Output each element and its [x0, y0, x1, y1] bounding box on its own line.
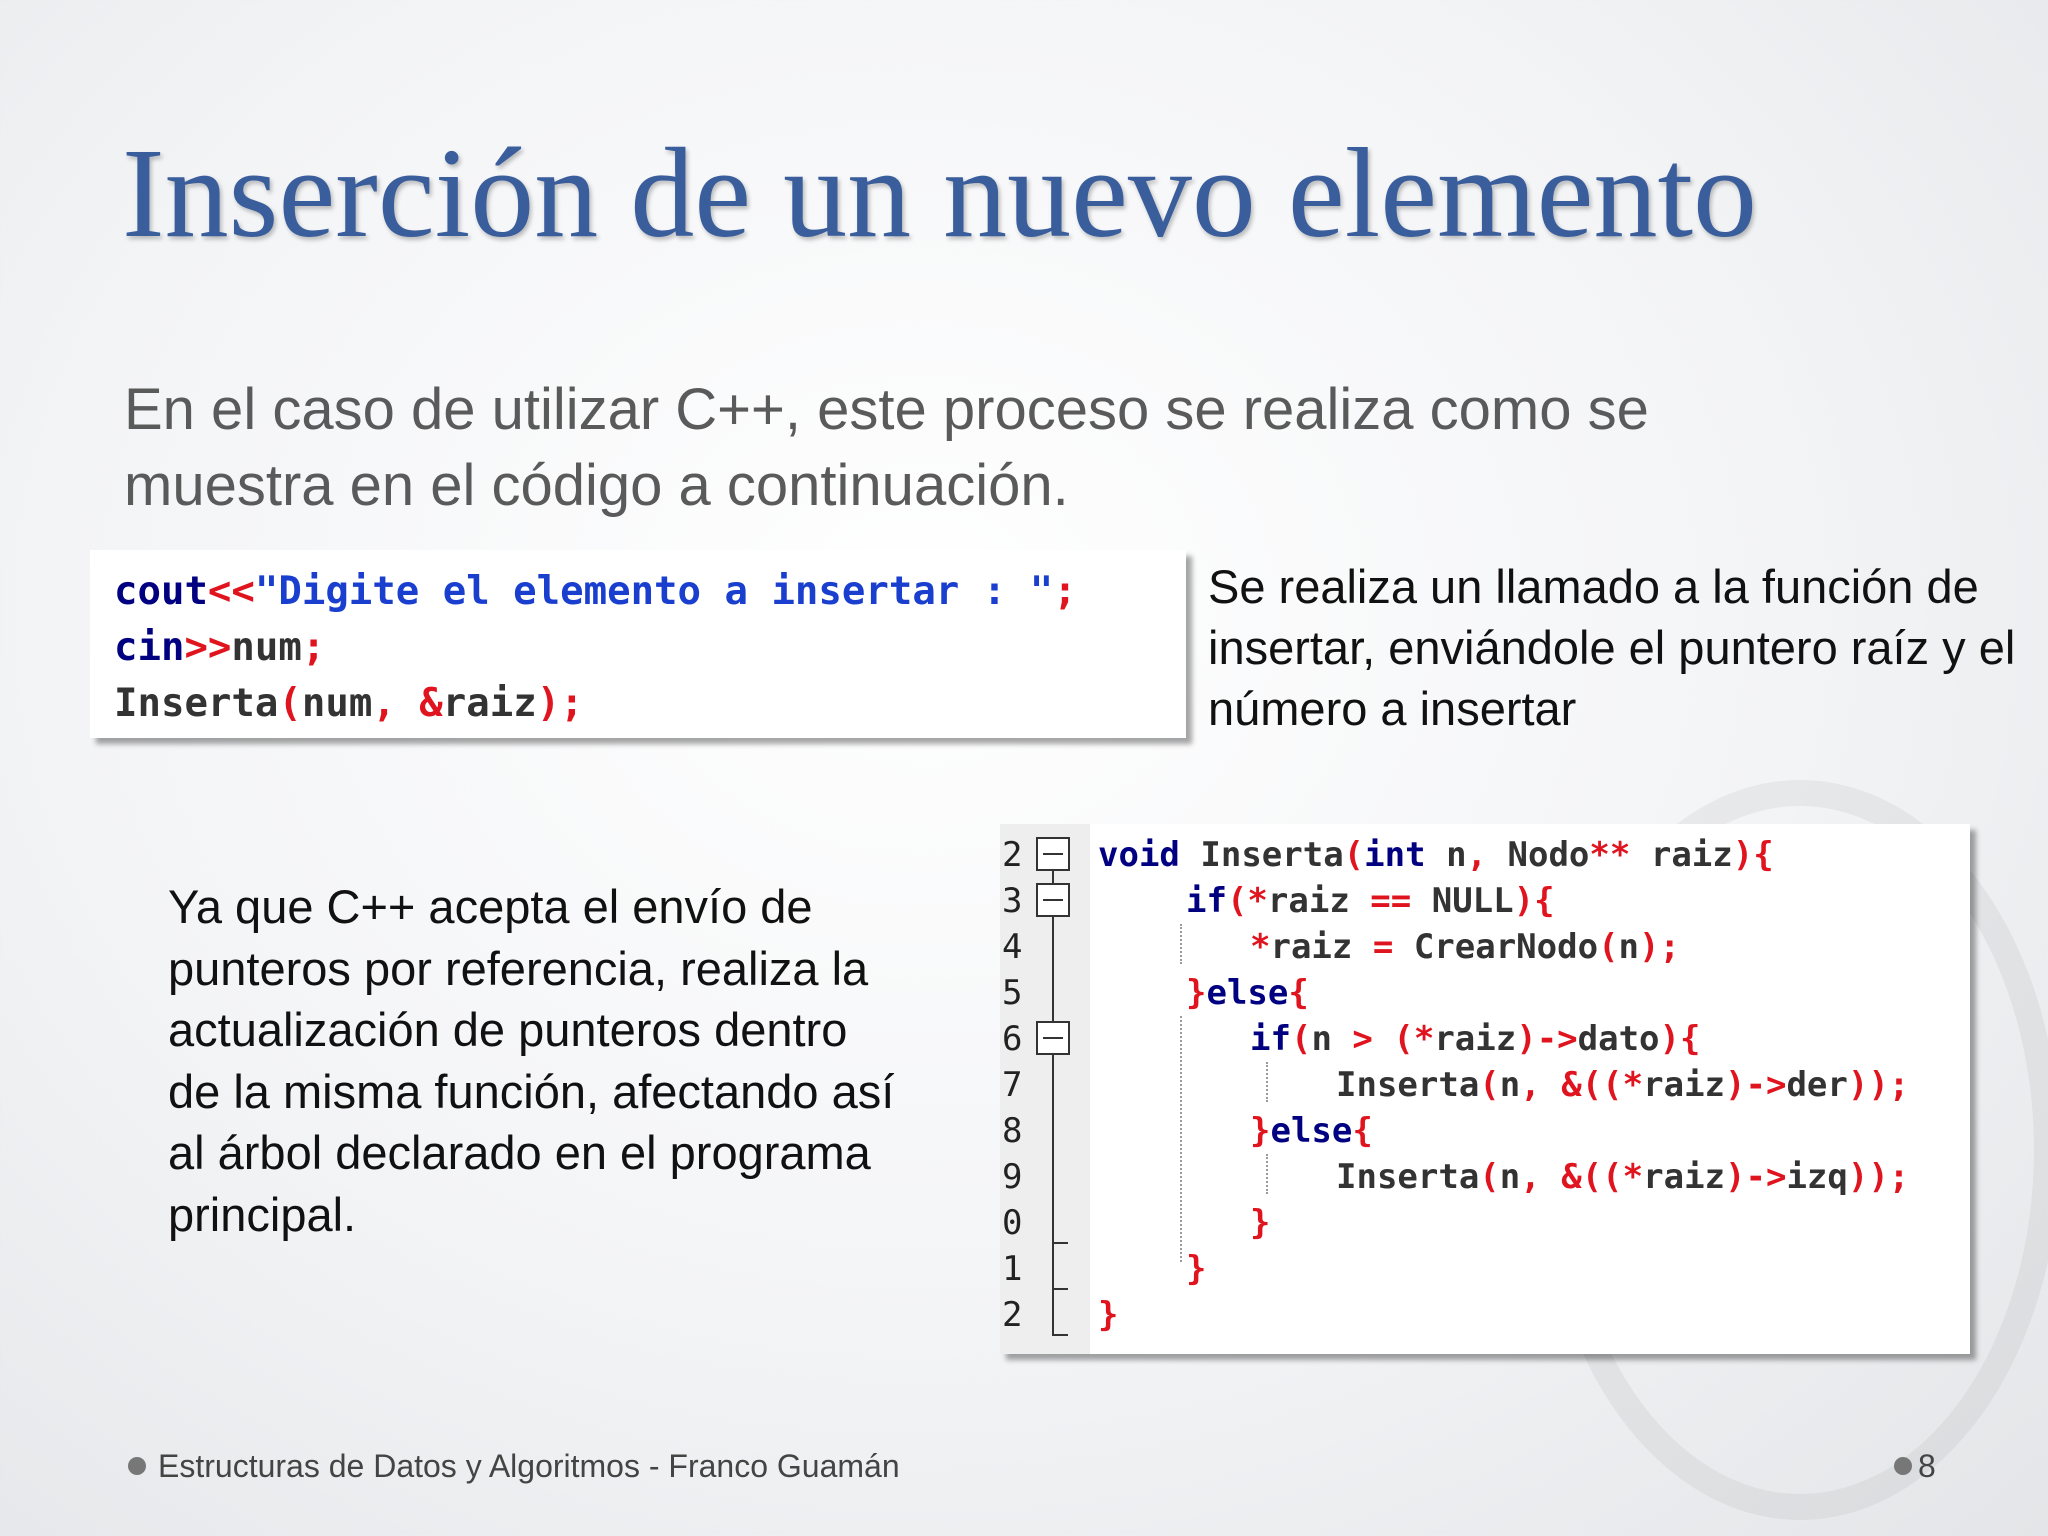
fold-toggle-if[interactable] — [1036, 883, 1070, 917]
code-line: if(n > (*raiz)->dato){ — [1250, 1019, 1701, 1059]
fold-line — [1052, 917, 1054, 1021]
code-line: void Inserta(int n, Nodo** raiz){ — [1098, 835, 1774, 875]
code-line: }else{ — [1250, 1111, 1373, 1151]
code-snippet-call — [90, 550, 1186, 738]
code-line: Inserta(n, &((*raiz)->der)); — [1336, 1065, 1910, 1105]
line-number: 3 — [1002, 881, 1023, 921]
code-line: if(*raiz == NULL){ — [1186, 881, 1555, 921]
line-number: 6 — [1002, 1019, 1023, 1059]
line-number: 0 — [1002, 1203, 1023, 1243]
line-number: 4 — [1002, 927, 1023, 967]
slide-title: Inserción de un nuevo elemento — [122, 122, 1757, 264]
line-number: 2 — [1002, 835, 1023, 875]
indent-guide — [1266, 1062, 1268, 1102]
code-line: *raiz = CrearNodo(n); — [1250, 927, 1680, 967]
code-line-inserta-call: Inserta(num, &raiz); — [114, 681, 584, 726]
note-pointer-reference: Ya que C++ acepta el envío de punteros por referencia, realiza la actualización de punteros dentro de la misma función, afectando así al árbol declarado en el programa principal. — [168, 880, 895, 1241]
indent-guide — [1180, 1016, 1182, 1262]
fold-end-mark — [1052, 1242, 1068, 1244]
indent-guide — [1266, 1154, 1268, 1194]
code-line-cout: cout<<"Digite el elemento a insertar : "; — [114, 569, 1077, 614]
fold-end-mark — [1052, 1334, 1068, 1336]
line-number: 9 — [1002, 1157, 1023, 1197]
code-line-cin: cin>>num; — [114, 625, 326, 670]
code-line: }else{ — [1186, 973, 1309, 1013]
code-line: Inserta(n, &((*raiz)->izq)); — [1336, 1157, 1910, 1197]
line-number: 1 — [1002, 1249, 1023, 1289]
fold-line — [1052, 871, 1054, 883]
fold-toggle-inner-if[interactable] — [1036, 1021, 1070, 1055]
code-line: } — [1098, 1295, 1119, 1335]
footer-bullet — [128, 1457, 146, 1475]
page-number: 8 — [1918, 1448, 1936, 1484]
line-number: 2 — [1002, 1295, 1023, 1335]
code-line: } — [1250, 1203, 1271, 1243]
indent-guide — [1180, 924, 1182, 964]
line-number: 5 — [1002, 973, 1023, 1013]
line-number: 8 — [1002, 1111, 1023, 1151]
fold-toggle-function[interactable] — [1036, 837, 1070, 871]
fold-line — [1052, 1055, 1054, 1335]
page-number-bullet — [1894, 1457, 1912, 1475]
code-line: } — [1186, 1249, 1207, 1289]
intro-paragraph: En el caso de utilizar C++, este proceso se realiza como se muestra en el código a continuación. — [124, 377, 1649, 518]
fold-end-mark — [1052, 1288, 1068, 1290]
line-number: 7 — [1002, 1065, 1023, 1105]
footer-text: Estructuras de Datos y Algoritmos - Franco Guamán — [158, 1448, 900, 1484]
code-snippet-function — [1000, 824, 1970, 1354]
note-function-call: Se realiza un llamado a la función de insertar, enviándole el puntero raíz y el número a insertar — [1208, 560, 2016, 735]
